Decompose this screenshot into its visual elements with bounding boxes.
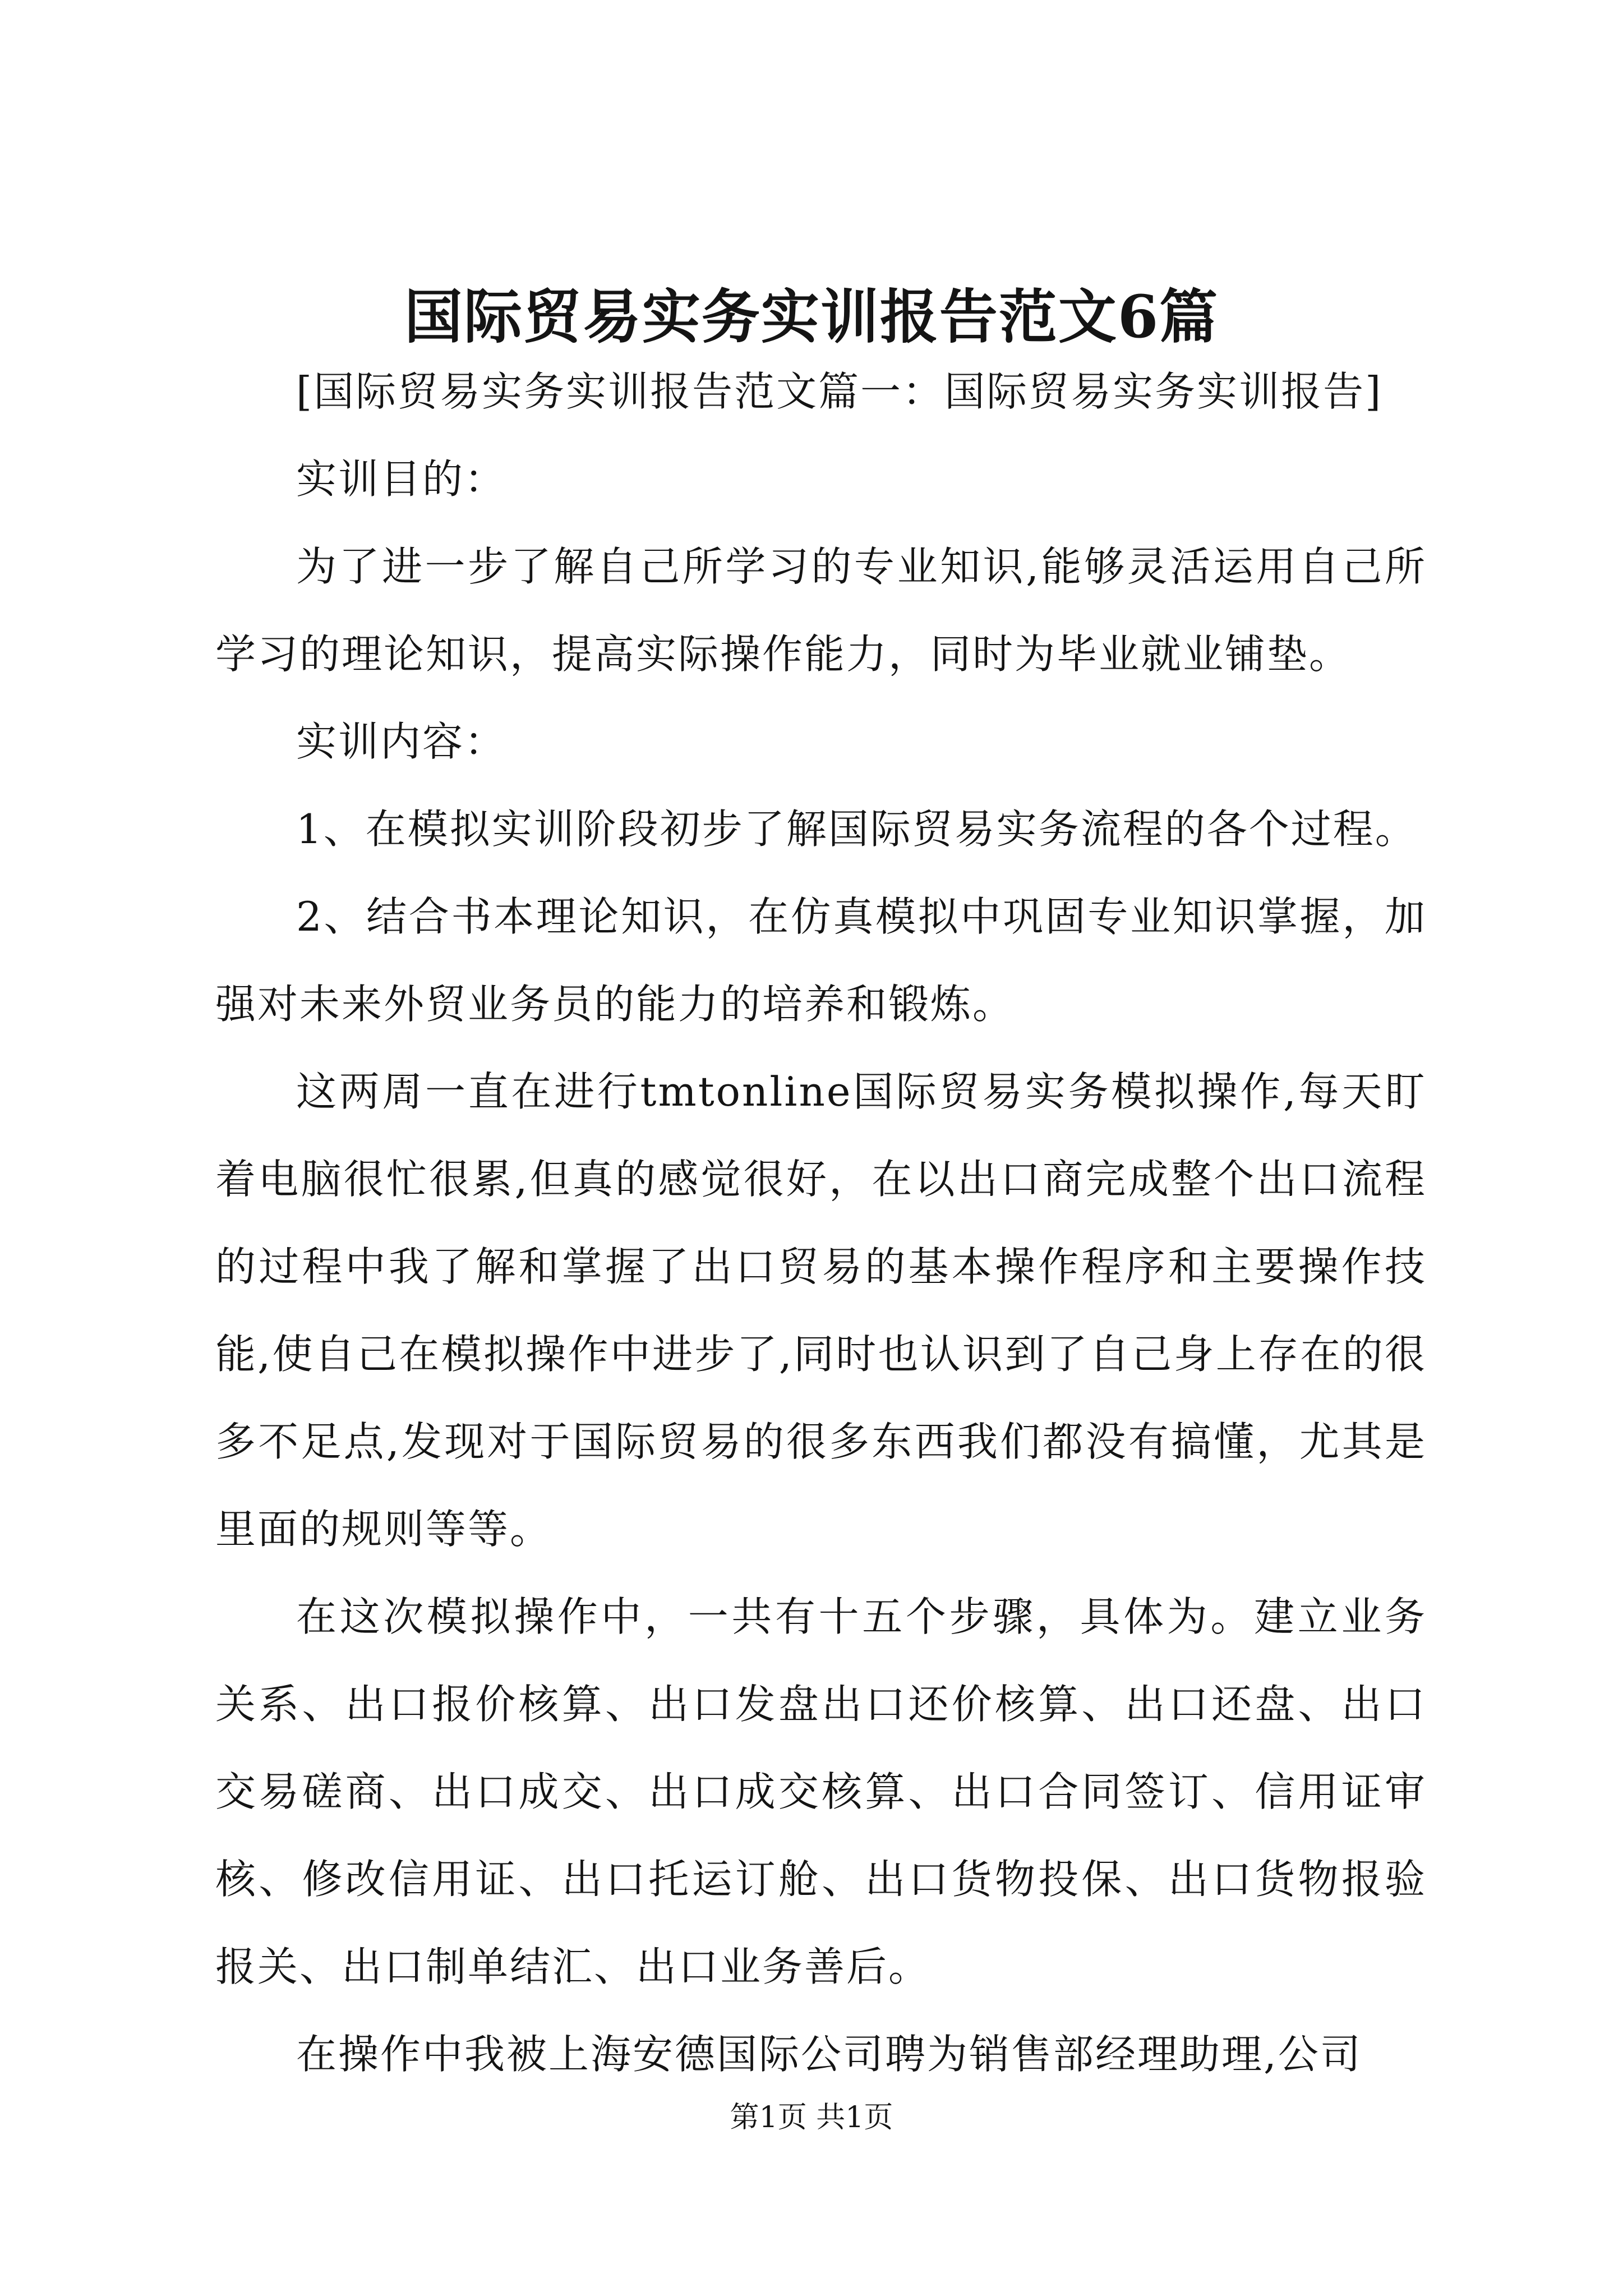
- document-body: [215, 348, 1427, 2098]
- page-footer: 第1页 共1页: [730, 2101, 893, 2134]
- paragraph-objective-label: 实训目的：: [296, 455, 507, 503]
- paragraph-experience: 这两周一直在进行tmtonline国际贸易实务模拟操作,每天盯着电脑很忙很累,但真的感觉很好，在以出口商完成整个出口流程的过程中我了解和掌握了出口贸易的基本操作程序和主要操作技能,使自己在模拟操作中进步了,同时也认识到了自己身上存在的很多不足点,发现对于国际贸易的很多东西我们都没有搞懂，尤其是里面的规则等等。: [215, 1068, 1427, 1553]
- paragraph-objective-text: 为了进一步了解自己所学习的专业知识,能够灵活运用自己所学习的理论知识，提高实际操作能力，同时为毕业就业铺垫。: [215, 543, 1427, 678]
- paragraph-content-item-2: 2、结合书本理论知识，在仿真模拟中巩固专业知识掌握，加强对未来外贸业务员的能力的培养和锻炼。: [215, 893, 1427, 1028]
- paragraph-section-heading: [国际贸易实务实训报告范文篇一：国际贸易实务实训报告]: [296, 368, 1383, 415]
- paragraph-steps: 在这次模拟操作中，一共有十五个步骤，具体为。建立业务关系、出口报价核算、出口发盘出口还价核算、出口还盘、出口交易磋商、出口成交、出口成交核算、出口合同签订、信用证审核、修改信用证、出口托运订舱、出口货物投保、出口货物报验报关、出口制单结汇、出口业务善后。: [215, 1593, 1427, 1990]
- paragraph-content-label: 实训内容：: [296, 718, 507, 765]
- paragraph-role: 在操作中我被上海安德国际公司聘为销售部经理助理,公司: [296, 2031, 1362, 2078]
- paragraph-content-item-1: 1、在模拟实训阶段初步了解国际贸易实务流程的各个过程。: [296, 806, 1417, 853]
- document-title: 国际贸易实务实训报告范文6篇: [404, 282, 1219, 351]
